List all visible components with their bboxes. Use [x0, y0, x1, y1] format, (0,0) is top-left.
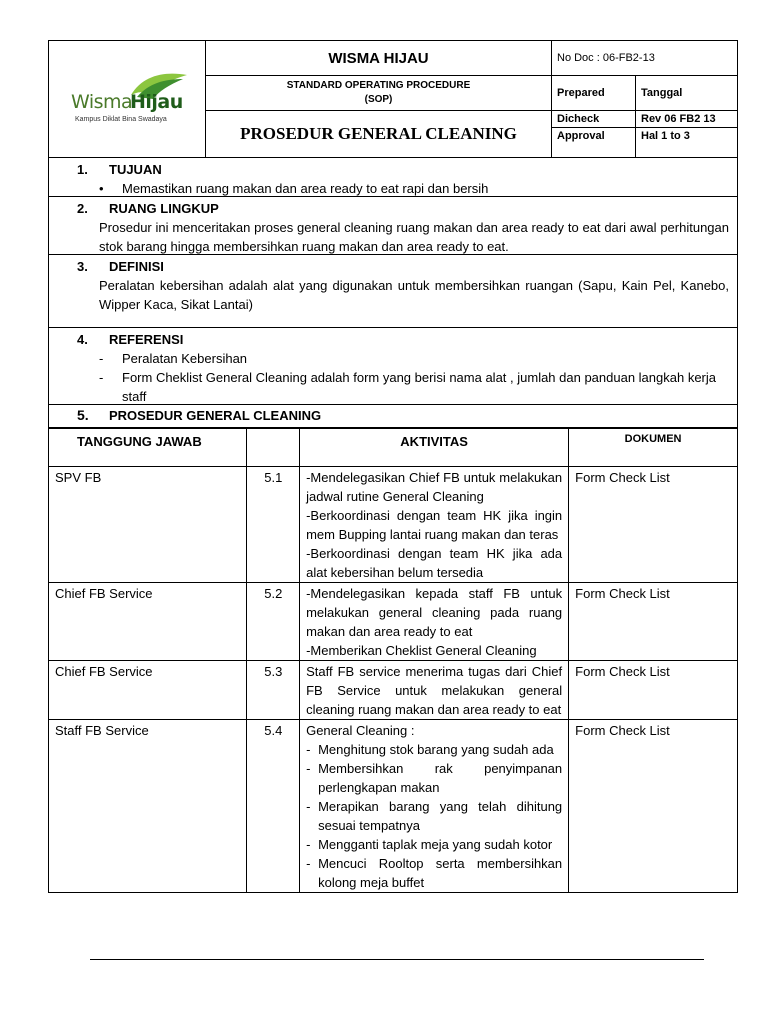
section-heading: [57, 330, 729, 349]
document-header: [48, 40, 738, 158]
sop-line-2: (SOP): [364, 94, 393, 105]
activity-line: -Memberikan Cheklist General Cleaning: [306, 643, 537, 658]
logo-brand-left: Wisma: [71, 91, 133, 113]
bullet-mark: •: [99, 181, 104, 196]
activity-line: -Berkoordinasi dengan team HK jika ingin mem Bupping lantai ruang makan dan teras: [306, 508, 563, 542]
list-item: [57, 179, 729, 198]
activity-cell: [300, 661, 569, 720]
role-cell: Chief FB Service: [49, 583, 247, 661]
table-row: [49, 661, 738, 720]
step-number: 5.4: [247, 720, 300, 893]
activity-cell: [300, 467, 569, 583]
revision-value: Rev 06 FB2 13: [636, 111, 737, 128]
section-title: TUJUAN: [109, 162, 162, 177]
section-definisi: [48, 255, 738, 328]
table-header-row: [49, 429, 738, 467]
section-heading: [57, 199, 729, 218]
logo-tagline: Kampus Diklat Bina Swadaya: [75, 116, 167, 123]
tanggal-label: Tanggal: [636, 76, 738, 111]
dash-mark: -: [306, 761, 311, 776]
section-body: Prosedur ini menceritakan proses general cleaning ruang makan dan area ready to eat dari awal perhitungan stok barang hingga membersihkan ruang makan dan area ready to eat.: [99, 220, 729, 254]
activity-item-text: Menghitung stok barang yang sudah ada: [318, 742, 554, 757]
col-header-no: [247, 429, 300, 467]
dash-mark: -: [99, 351, 104, 366]
sop-document: [48, 40, 738, 893]
dash-mark: -: [99, 370, 104, 385]
dash-mark: -: [306, 742, 311, 757]
procedure-title: PROSEDUR GENERAL CLEANING: [206, 111, 552, 158]
role-cell: Chief FB Service: [49, 661, 247, 720]
list-item: [57, 368, 729, 406]
role-cell: SPV FB: [49, 467, 247, 583]
section-title: RUANG LINGKUP: [109, 201, 219, 216]
list-item-text: Memastikan ruang makan dan area ready to eat rapi dan bersih: [122, 181, 489, 196]
approval-label: Approval: [557, 130, 605, 142]
col-header-aktivitas: AKTIVITAS: [300, 429, 569, 467]
activity-cell: [300, 583, 569, 661]
table-row: [49, 720, 738, 893]
list-item-text: Form Cheklist General Cleaning adalah form yang berisi nama alat , jumlah dan panduan langkah kerja staff: [122, 370, 717, 404]
table-row: [49, 583, 738, 661]
activity-line: Staff FB service menerima tugas dari Chief FB Service untuk melakukan general cleaning ruang makan dan area ready to eat: [306, 664, 563, 717]
activity-item-text: Membersihkan rak penyimpanan perlengkapan makan: [318, 761, 563, 795]
list-item-text: Peralatan Kebersihan: [122, 351, 248, 366]
dicheck-label: Dicheck: [552, 111, 635, 128]
activity-item-text: Mengganti taplak meja yang sudah kotor: [318, 837, 553, 852]
section-title: REFERENSI: [109, 332, 184, 347]
activity-cell: [300, 720, 569, 893]
company-logo: [49, 41, 205, 157]
activity-item: [306, 759, 562, 797]
section-number: 4.: [77, 332, 88, 347]
step-number: 5.1: [247, 467, 300, 583]
list-item: [57, 349, 729, 368]
activity-item: [306, 854, 562, 892]
section-heading: [57, 257, 729, 276]
dash-mark: -: [306, 837, 311, 852]
logo-brand-right: Hijau: [130, 91, 183, 113]
document-cell: Form Check List: [569, 720, 738, 893]
section-body: Peralatan kebersihan adalah alat yang digunakan untuk membersihkan ruangan (Sapu, Kain Pel, Kanebo, Wipper Kaca, Sikat Lantai): [99, 278, 729, 312]
activity-heading: General Cleaning :: [306, 723, 415, 738]
section-ruang-lingkup: [48, 197, 738, 255]
document-cell: Form Check List: [569, 661, 738, 720]
section-number: 5.: [77, 407, 89, 423]
section-tujuan: [48, 158, 738, 197]
col-header-tanggung-jawab: TANGGUNG JAWAB: [49, 429, 247, 467]
activity-item-text: Mencuci Rooltop serta membersihkan kolong meja buffet: [318, 856, 563, 890]
check-approval-cell: [552, 111, 636, 158]
section-number: 3.: [77, 259, 88, 274]
section-title: DEFINISI: [109, 259, 164, 274]
section-number: 2.: [77, 201, 88, 216]
rev-hal-cell: [636, 111, 738, 158]
activity-item: [306, 740, 562, 759]
footer-divider: [90, 959, 704, 960]
section-number: 1.: [77, 162, 88, 177]
step-number: 5.2: [247, 583, 300, 661]
procedure-table: [48, 428, 738, 893]
section-referensi: [48, 328, 738, 405]
page-range: Hal 1 to 3: [641, 130, 690, 142]
activity-item: [306, 797, 562, 835]
document-cell: Form Check List: [569, 467, 738, 583]
role-cell: Staff FB Service: [49, 720, 247, 893]
prepared-label: Prepared: [552, 76, 636, 111]
activity-line: -Mendelegasikan kepada staff FB untuk melakukan general cleaning pada ruang makan dan area ready to eat: [306, 586, 563, 639]
activity-line: -Mendelegasikan Chief FB untuk melakukan jadwal rutine General Cleaning: [306, 470, 563, 504]
sop-label: [206, 76, 552, 111]
section-prosedur: [48, 405, 738, 428]
section-heading: [57, 160, 729, 179]
activity-line: -Berkoordinasi dengan team HK jika ada alat kebersihan belum tersedia: [306, 546, 563, 580]
document-cell: Form Check List: [569, 583, 738, 661]
activity-item-text: Merapikan barang yang telah dihitung sesuai tempatnya: [318, 799, 563, 833]
dash-mark: -: [306, 799, 311, 814]
step-number: 5.3: [247, 661, 300, 720]
org-title: WISMA HIJAU: [206, 41, 552, 76]
sop-line-1: STANDARD OPERATING PROCEDURE: [286, 80, 471, 91]
section-title: PROSEDUR GENERAL CLEANING: [109, 408, 322, 423]
col-header-dokumen: DOKUMEN: [569, 429, 738, 467]
table-row: [49, 467, 738, 583]
logo-cell: [49, 41, 206, 158]
activity-item: [306, 835, 562, 854]
dash-mark: -: [306, 856, 311, 871]
section-heading: [57, 406, 729, 425]
doc-number: No Doc : 06-FB2-13: [552, 41, 738, 76]
